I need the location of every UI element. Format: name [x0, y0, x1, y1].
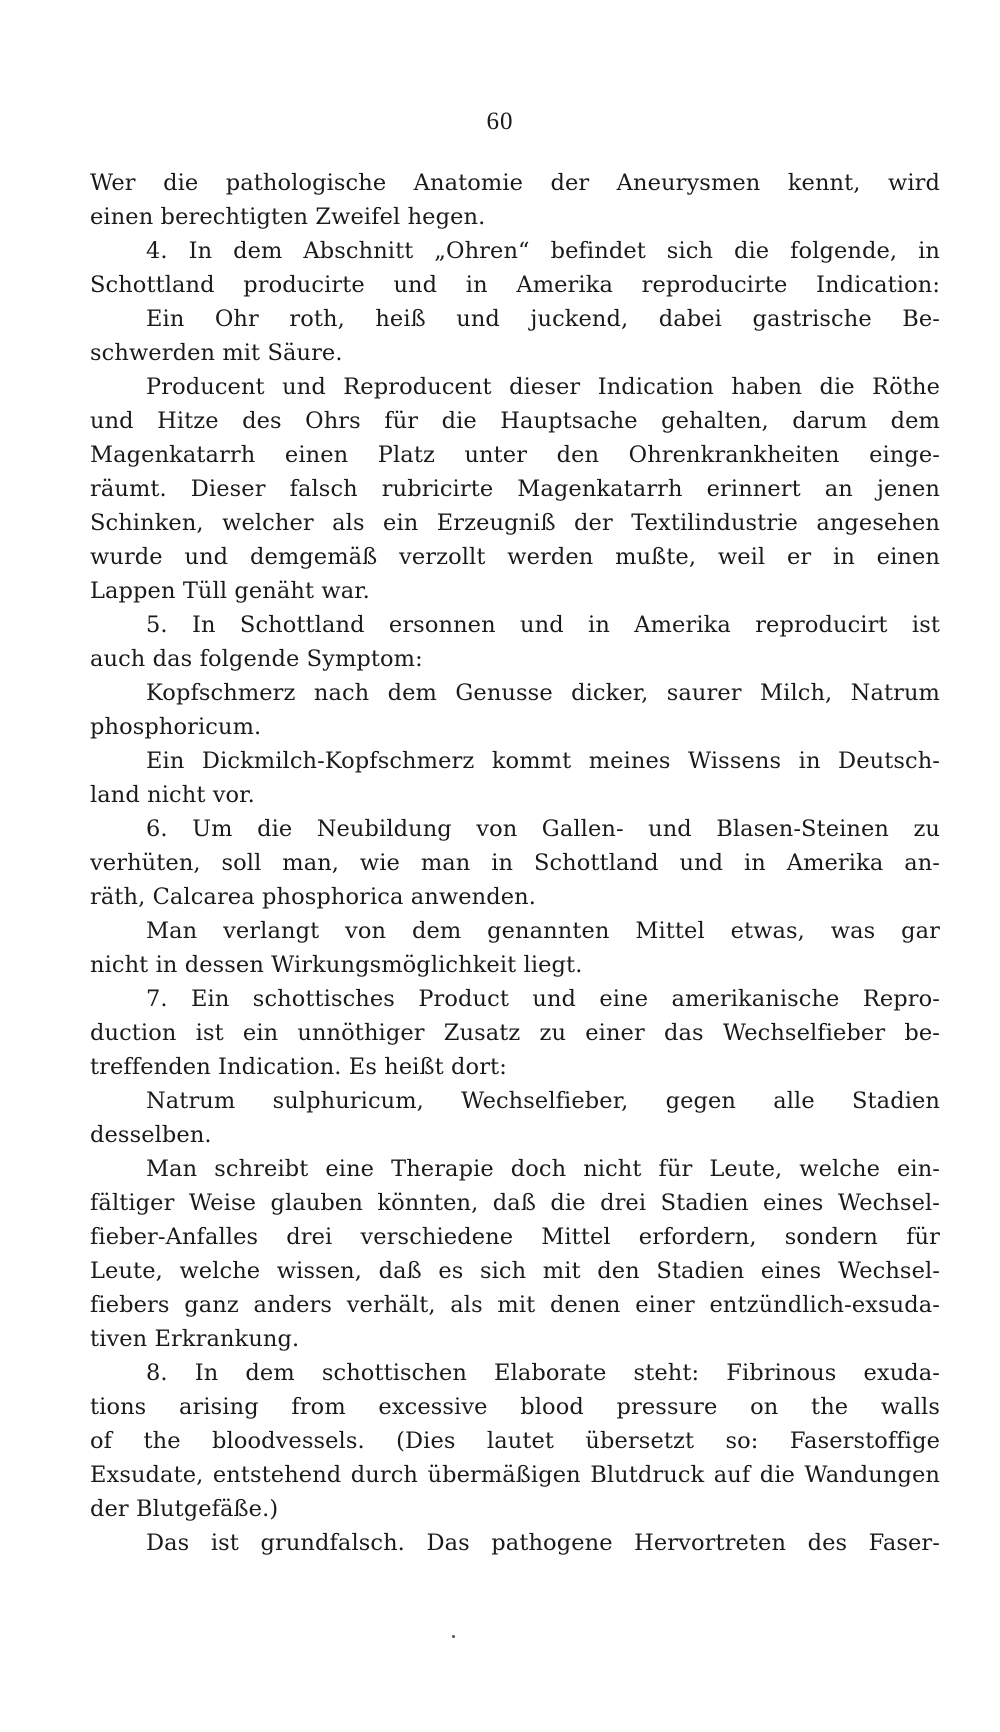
text-line: tiven Erkrankung.: [90, 1326, 300, 1352]
text-line: räumt. Dieser falsch rubricirte Magenkatarrh erinnert an jenen: [90, 476, 940, 502]
text-line: Schinken, welcher als ein Erzeugniß der Textilindustrie angesehen: [90, 510, 940, 536]
text-line: Kopfschmerz nach dem Genusse dicker, saurer Milch, Natrum: [146, 680, 940, 706]
text-line: Exsudate, entstehend durch übermäßigen Blutdruck auf die Wandungen: [90, 1462, 940, 1488]
text-line: phosphoricum.: [90, 714, 262, 740]
text-line: Producent und Reproducent dieser Indication haben die Röthe: [146, 374, 940, 400]
text-line: fältiger Weise glauben könnten, daß die drei Stadien eines Wechsel-: [90, 1190, 940, 1216]
text-line: Magenkatarrh einen Platz unter den Ohrenkrankheiten einge-: [90, 442, 940, 468]
text-line: Leute, welche wissen, daß es sich mit den Stadien eines Wechsel-: [90, 1258, 940, 1284]
page-number: 60: [486, 108, 514, 135]
text-line: Man schreibt eine Therapie doch nicht für Leute, welche ein-: [146, 1156, 940, 1182]
text-line: 6. Um die Neubildung von Gallen- und Blasen-Steinen zu: [146, 816, 940, 842]
text-line: fiebers ganz anders verhält, als mit denen einer entzündlich-exsuda-: [90, 1292, 940, 1318]
text-line: land nicht vor.: [90, 782, 255, 808]
text-line: tions arising from excessive blood pressure on the walls: [90, 1394, 940, 1420]
text-line: einen berechtigten Zweifel hegen.: [90, 204, 486, 230]
text-line: auch das folgende Symptom:: [90, 646, 423, 672]
text-line: verhüten, soll man, wie man in Schottland und in Amerika an-: [90, 850, 940, 876]
text-line: Wer die pathologische Anatomie der Aneurysmen kennt, wird: [90, 170, 940, 196]
print-speck: [452, 1635, 455, 1638]
text-line: desselben.: [90, 1122, 212, 1148]
text-line: of the bloodvessels. (Dies lautet übersetzt so: Faserstoffige: [90, 1428, 940, 1454]
text-line: schwerden mit Säure.: [90, 340, 343, 366]
text-line: Ein Ohr roth, heiß und juckend, dabei gastrische Be-: [146, 306, 940, 332]
body-text: [90, 166, 940, 1560]
text-line: räth, Calcarea phosphorica anwenden.: [90, 884, 536, 910]
text-line: 5. In Schottland ersonnen und in Amerika reproducirt ist: [146, 612, 940, 638]
text-line: Ein Dickmilch-Kopfschmerz kommt meines Wissens in Deutsch-: [146, 748, 940, 774]
text-line: wurde und demgemäß verzollt werden mußte, weil er in einen: [90, 544, 940, 570]
text-line: Natrum sulphuricum, Wechselfieber, gegen alle Stadien: [146, 1088, 940, 1114]
text-line: nicht in dessen Wirkungsmöglichkeit liegt.: [90, 952, 583, 978]
text-line: der Blutgefäße.): [90, 1496, 279, 1522]
text-line: Lappen Tüll genäht war.: [90, 578, 370, 604]
text-line: Schottland producirte und in Amerika reproducirte Indication:: [90, 272, 940, 298]
text-line: 7. Ein schottisches Product und eine amerikanische Repro-: [146, 986, 940, 1012]
text-line: Man verlangt von dem genannten Mittel etwas, was gar: [146, 918, 940, 944]
text-line: Das ist grundfalsch. Das pathogene Hervortreten des Faser-: [146, 1530, 940, 1556]
text-line: und Hitze des Ohrs für die Hauptsache gehalten, darum dem: [90, 408, 940, 434]
text-line: 8. In dem schottischen Elaborate steht: Fibrinous exuda-: [146, 1360, 940, 1386]
text-line: treffenden Indication. Es heißt dort:: [90, 1054, 507, 1080]
text-line: 4. In dem Abschnitt „Ohren“ befindet sich die folgende, in: [146, 238, 940, 264]
text-line: duction ist ein unnöthiger Zusatz zu einer das Wechselfieber be-: [90, 1020, 940, 1046]
text-line: fieber-Anfalles drei verschiedene Mittel erfordern, sondern für: [90, 1224, 940, 1250]
